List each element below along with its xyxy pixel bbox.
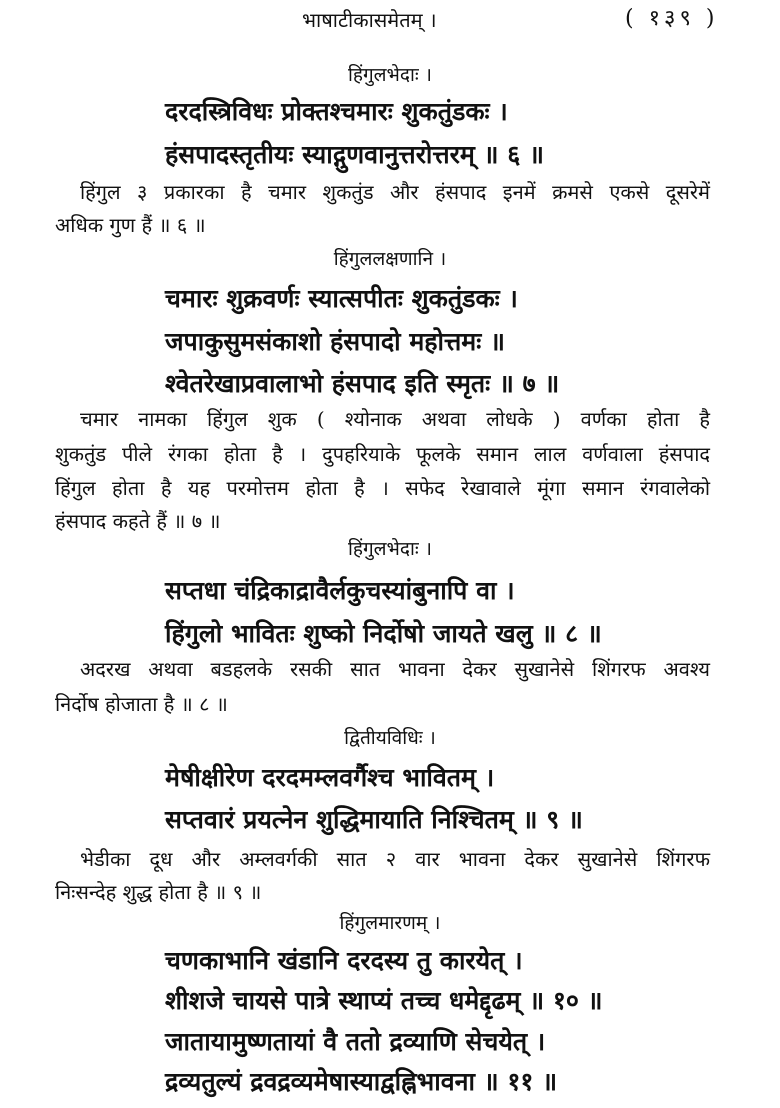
verse-line: चमारः शुक्रवर्णः स्यात्सपीतः शुकतुंडकः । [165, 284, 518, 313]
running-header-title: भाषाटीकासमेतम् । [302, 8, 437, 32]
section-heading: हिंगुलमारणम् । [339, 912, 441, 934]
verse-line: द्रव्यतुल्यं द्रवद्रव्यमेषास्याद्वह्निभावना ॥ ११ ॥ [165, 1067, 558, 1096]
verse-line: हिंगुलो भावितः शुष्को निर्दोषो जायते खलु ॥ ८ ॥ [165, 619, 602, 648]
section-heading: हिंगुलभेदाः । [347, 64, 433, 86]
verse-line: शीशजे चायसे पात्रे स्थाप्यं तच्च धमेद्दृढम् ॥ १० ॥ [165, 986, 603, 1015]
section-heading: हिंगुललक्षणानि । [333, 248, 447, 270]
commentary-line: भेडीका दूध और अम्लवर्गकी सात २ वार भावना देकर सुखानेसे शिंगरफ [80, 847, 710, 871]
verse-line: हंसपादस्तृतीयः स्याद्गुणवानुत्तरोत्तरम् ॥ ६ ॥ [165, 140, 544, 169]
verse-line: जातायामुष्णतायां वै ततो द्रव्याणि सेचयेत् । [165, 1027, 546, 1056]
verse-line: चणकाभानि खंडानि दरदस्य तु कारयेत् । [165, 946, 523, 975]
verse-line: सप्तवारं प्रयत्नेन शुद्धिमायाति निश्चितम् ॥ ९ ॥ [165, 805, 583, 834]
verse-line: श्वेतरेखाप्रवालाभो हंसपाद इति स्मृतः ॥ ७ ॥ [165, 369, 560, 398]
commentary-line: शुकतुंड पीले रंगका होता है । दुपहरियाके फूलके समान लाल वर्णवाला हंसपाद [55, 442, 710, 466]
commentary-line: निःसन्देह शुद्ध होता है ॥ ९ ॥ [55, 880, 262, 904]
section-heading: हिंगुलभेदाः । [347, 538, 433, 560]
verse-line: सप्तधा चंद्रिकाद्रावैर्लकुचस्यांबुनापि वा । [165, 576, 515, 605]
verse-line: दरदस्त्रिविधः प्रोक्तश्चमारः शुकतुंडकः । [165, 97, 508, 126]
verse-line: मेषीक्षीरेण दरदमम्लवर्गैश्च भावितम् । [165, 763, 495, 792]
commentary-line: हंसपाद कहते हैं ॥ ७ ॥ [55, 509, 221, 533]
commentary-line: हिंगुल ३ प्रकारका है चमार शुकतुंड और हंसपाद इनमें क्रमसे एकसे दूसरेमें [80, 180, 710, 204]
commentary-line: अधिक गुण हैं ॥ ६ ॥ [55, 213, 206, 237]
commentary-line: हिंगुल होता है यह परमोत्तम होता है । सफेद रेखावाले मूंगा समान रंगवालेको [55, 476, 710, 500]
section-heading: द्वितीयविधिः । [344, 727, 436, 749]
commentary-line: निर्दोष होजाता है ॥ ८ ॥ [55, 692, 228, 716]
verse-line: जपाकुसुमसंकाशो हंसपादो महोत्तमः ॥ [165, 327, 505, 356]
page-number: ( १३९ ) [625, 6, 719, 31]
commentary-line: चमार नामका हिंगुल शुक ( श्योनाक अथवा लोधके ) वर्णका होता है [80, 407, 710, 431]
commentary-line: अदरख अथवा बडहलके रसकी सात भावना देकर सुखानेसे शिंगरफ अवश्य [80, 657, 710, 681]
